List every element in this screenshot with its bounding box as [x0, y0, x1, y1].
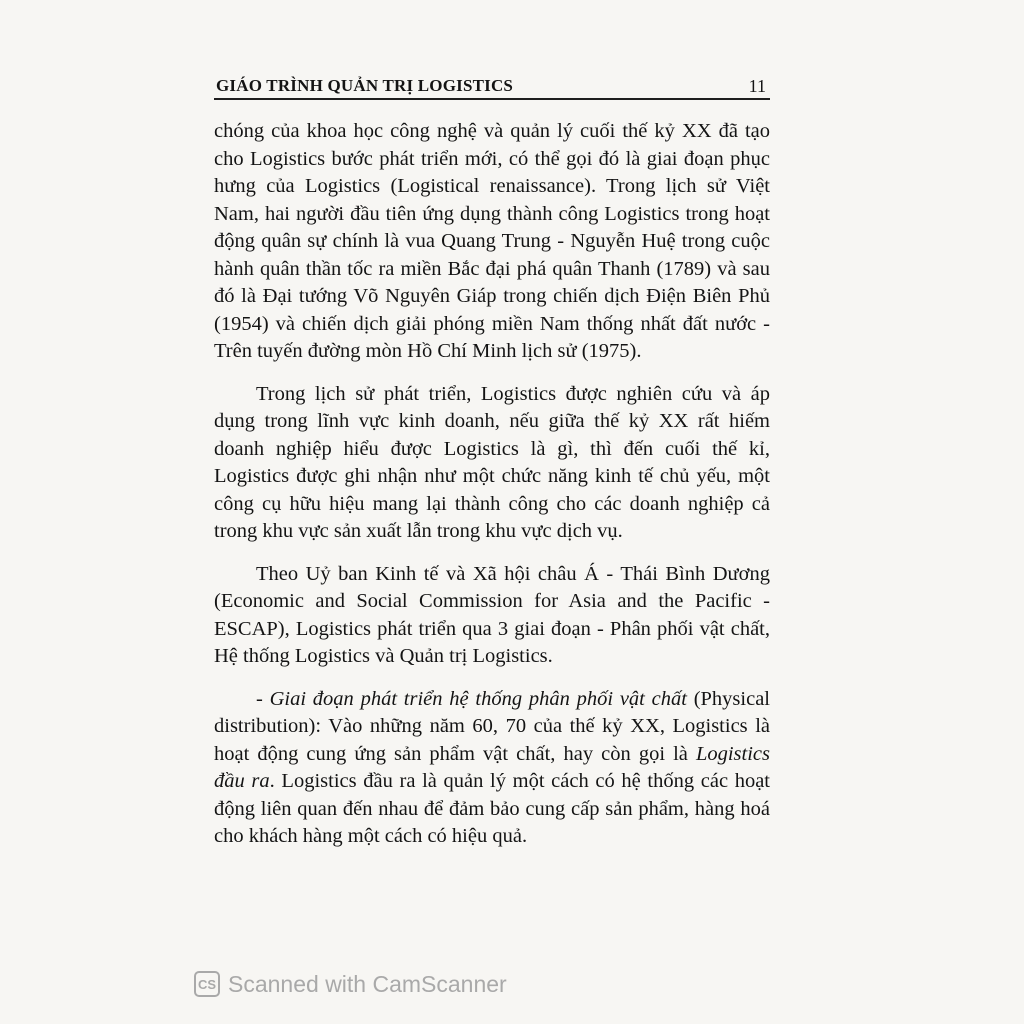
paragraph-4-italic-lead: - Giai đoạn phát triển hệ thống phân phối vật chất	[256, 687, 687, 710]
camscanner-icon	[194, 971, 220, 997]
scanner-watermark	[194, 968, 507, 1000]
paragraph-3: Theo Uỷ ban Kinh tế và Xã hội châu Á - Thái Bình Dương (Economic and Social Commission for Asia and the Pacific - ESCAP), Logistics phát triển qua 3 giai đoạn - Phân phối vật chất, Hệ thống Logistics và Quản trị Logistics.	[214, 562, 770, 667]
paragraph-4-text-b: . Logistics đầu ra là quản lý một cách có hệ thống các hoạt động liên quan đến nhau để đảm bảo cung cấp sản phẩm, hàng hoá cho khách hàng một cách có hiệu quả.	[214, 770, 770, 847]
svg-text:CS: CS	[197, 977, 217, 992]
body-text	[214, 118, 770, 851]
paragraph-4-text-a: (Physical distribution): Vào những năm 60, 70 của thế kỷ XX, Logistics là hoạt động cung ứng sản phẩm vật chất, hay còn gọi là	[214, 687, 770, 765]
paragraph-2: Trong lịch sử phát triển, Logistics được nghiên cứu và áp dụng trong lĩnh vực kinh doanh, nếu giữa thế kỷ XX rất hiếm doanh nghiệp hiểu được Logistics là gì, thì đến cuối thế kỉ, Logistics được ghi nhận như một chức năng kinh tế chủ yếu, một công cụ hữu hiệu mang lại thành công cho các doanh nghiệp cả trong khu vực sản xuất lẫn trong khu vực dịch vụ.	[214, 382, 770, 542]
page-number: 11	[748, 76, 766, 96]
header-title: GIÁO TRÌNH QUẢN TRỊ LOGISTICS	[216, 76, 514, 95]
paragraph-4-italic-term: Logistics đầu ra	[214, 742, 770, 792]
watermark-text: Scanned with CamScanner	[228, 970, 507, 997]
paragraph-4	[214, 686, 770, 851]
paragraph-1: chóng của khoa học công nghệ và quản lý cuối thế kỷ XX đã tạo cho Logistics bước phát triển mới, có thể gọi đó là giai đoạn phục hưng của Logistics (Logistical renaissance). Trong lịch sử Việt Nam, hai người đầu tiên ứng dụng thành công Logistics trong hoạt động quân sự chính là vua Quang Trung - Nguyễn Huệ trong cuộc hành quân thần tốc ra miền Bắc đại phá quân Thanh (1789) và sau đó là Đại tướng Võ Nguyên Giáp trong chiến dịch Điện Biên Phủ (1954) và chiến dịch giải phóng miền Nam thống nhất đất nước - Trên tuyến đường mòn Hồ Chí Minh lịch sử (1975).	[214, 120, 770, 362]
running-header	[214, 76, 770, 100]
